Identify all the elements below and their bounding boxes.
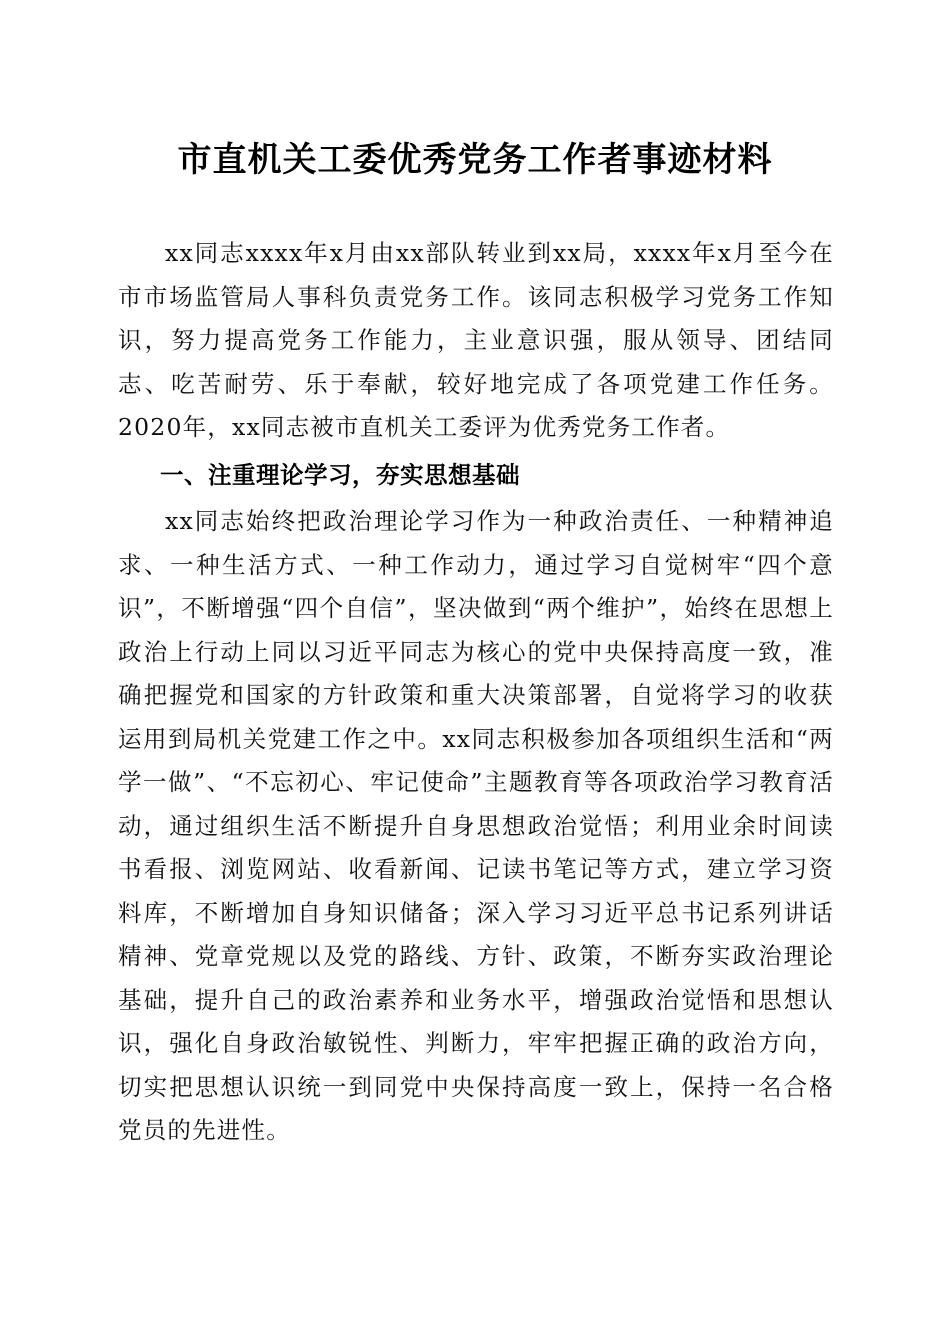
section-heading-1: 一、注重理论学习，夯实思想基础: [160, 461, 520, 489]
paragraph-intro: xx同志xxxx年x月由xx部队转业到xx局，xxxx年x月至今在市市场监管局人事科负责党务工作。该同志积极学习党务工作知识，努力提高党务工作能力，主业意识强，服从领导、团结同志、吃苦耐劳、乐于奉献，较好地完成了各项党建工作任务。2020年，xx同志被市直机关工委评为优秀党务工作者。: [118, 239, 834, 441]
document-title: 市直机关工委优秀党务工作者事迹材料: [177, 140, 773, 180]
paragraph-theory-study: xx同志始终把政治理论学习作为一种政治责任、一种精神追求、一种生活方式、一种工作动力，通过学习自觉树牢“四个意识”，不断增强“四个自信”，坚决做到“两个维护”，始终在思想上政治上行动上同以习近平同志为核心的党中央保持高度一致，准确把握党和国家的方针政策和重大决策部署，自觉将学习的收获运用到局机关党建工作之中。xx同志积极参加各项组织生活和“两学一做”、“不忘初心、牢记使命”主题教育等各项政治学习教育活动，通过组织生活不断提升自身思想政治觉悟；利用业余时间读书看报、浏览网站、收看新闻、记读书笔记等方式，建立学习资料库，不断增加自身知识储备；深入学习习近平总书记系列讲话精神、党章党规以及党的路线、方针、政策，不断夯实政治理论基础，提升自己的政治素养和业务水平，增强政治觉悟和思想认识，强化自身政治敏锐性、判断力，牢牢把握正确的政治方向，切实把思想认识统一到同党中央保持高度一致上，保持一名合格党员的先进性。: [118, 507, 834, 1144]
